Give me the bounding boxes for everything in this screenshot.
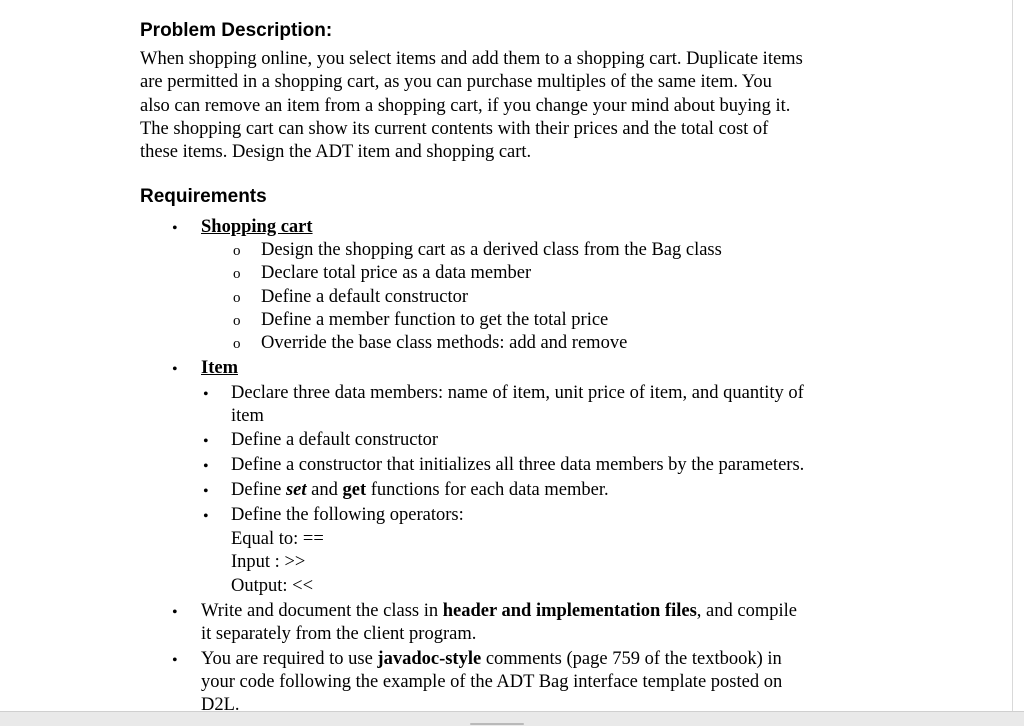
horizontal-scrollbar[interactable] (0, 711, 1024, 726)
javadoc-requirement: You are required to use javadoc-style comments (page 759 of the textbook) in (201, 649, 782, 669)
write-requirement: Write and document the class in header and implementation files, and compile (201, 601, 797, 621)
bullet-icon: • (203, 458, 209, 475)
circle-bullet-icon: o (233, 290, 241, 306)
page-edge (1012, 0, 1013, 711)
item-requirement: Define the following operators: (231, 505, 464, 525)
item-requirement-cont: item (231, 406, 264, 426)
circle-bullet-icon: o (233, 336, 241, 352)
paragraph-line: also can remove an item from a shopping cart, if you change your mind about buying it. (140, 95, 791, 116)
item-requirement: Define a constructor that initializes all three data members by the parameters. (231, 455, 805, 475)
paragraph-line: When shopping online, you select items and add them to a shopping cart. Duplicate items (140, 49, 803, 69)
requirements-heading: Requirements (140, 186, 267, 207)
problem-heading: Problem Description: (140, 20, 333, 41)
cart-item: Define a default constructor (261, 287, 469, 307)
bullet-icon: • (172, 361, 178, 378)
operator-line: Output: << (231, 576, 314, 596)
item-title: Item (201, 358, 238, 378)
cart-item: Declare total price as a data member (261, 263, 532, 283)
write-requirement-cont: it separately from the client program. (201, 624, 477, 644)
paragraph-line: The shopping cart can show its current contents with their prices and the total cost of (140, 118, 769, 139)
item-requirement: Define a default constructor (231, 430, 439, 450)
cart-title: Shopping cart (201, 217, 313, 237)
operator-line: Equal to: == (231, 529, 324, 549)
bullet-icon: • (203, 433, 209, 450)
bullet-icon: • (172, 604, 178, 621)
bullet-icon: • (172, 220, 178, 237)
item-requirement: Declare three data members: name of item, unit price of item, and quantity of (231, 383, 804, 403)
bullet-icon: • (203, 508, 209, 525)
problem-paragraph (140, 48, 880, 164)
bullet-icon: • (172, 652, 178, 669)
paragraph-line: are permitted in a shopping cart, as you can purchase multiples of the same item. You (140, 72, 772, 93)
javadoc-requirement-cont: your code following the example of the ADT Bag interface template posted on (201, 672, 783, 692)
circle-bullet-icon: o (233, 313, 241, 329)
circle-bullet-icon: o (233, 243, 241, 259)
bullet-icon: • (203, 483, 209, 500)
circle-bullet-icon: o (233, 266, 241, 282)
bullet-icon: • (203, 386, 209, 403)
paragraph-line: these items. Design the ADT item and shopping cart. (140, 142, 532, 163)
cart-item: Design the shopping cart as a derived class from the Bag class (261, 240, 722, 260)
item-requirement: Define set and get functions for each data member. (231, 480, 609, 500)
cart-item: Override the base class methods: add and remove (261, 333, 628, 353)
javadoc-requirement-cont: D2L. (201, 695, 240, 711)
cart-item: Define a member function to get the total price (261, 310, 609, 330)
operator-line: Input : >> (231, 552, 306, 572)
